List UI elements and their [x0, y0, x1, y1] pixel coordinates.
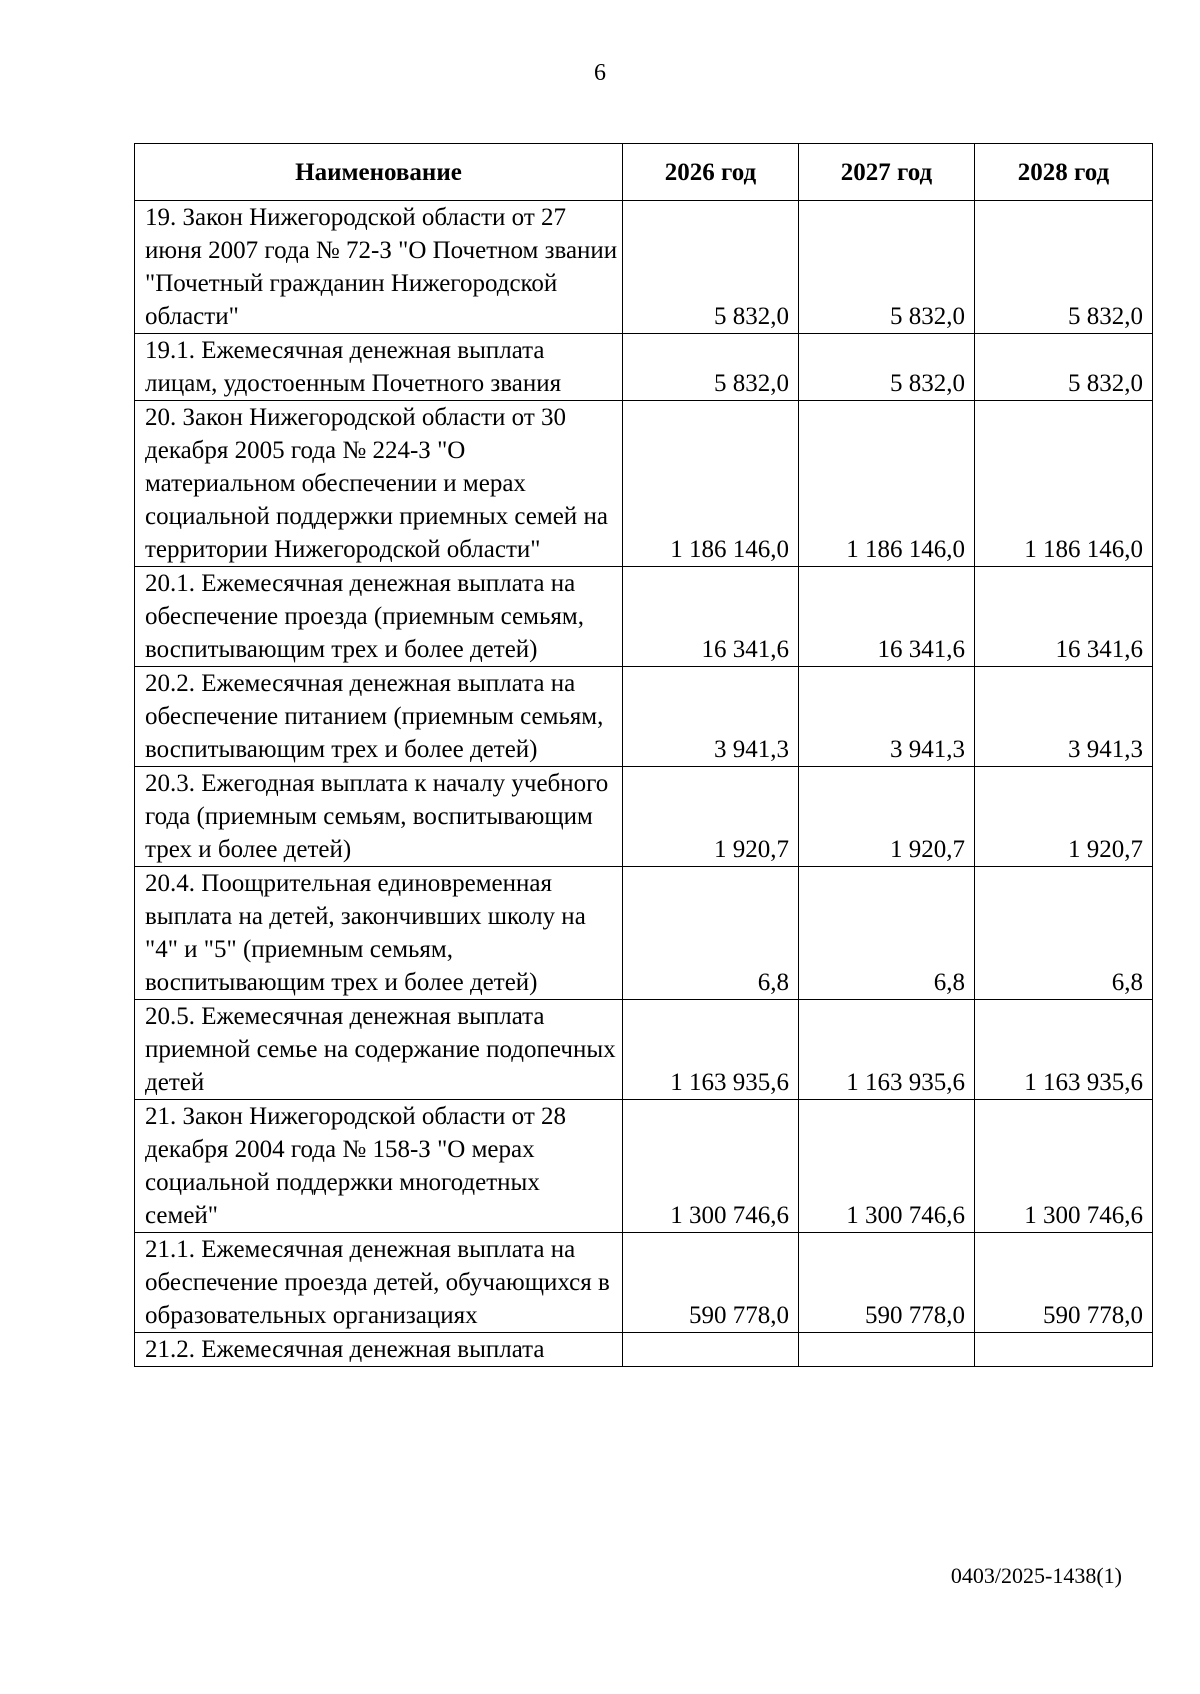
- row-name: 20.5. Ежемесячная денежная выплата приемной семье на содержание подопечных детей: [135, 1000, 623, 1100]
- value-2027: 16 341,6: [799, 567, 975, 667]
- row-name: 20. Закон Нижегородской области от 30 декабря 2005 года № 224-З "О материальном обеспечении и мерах социальной поддержки приемных семей на территории Нижегородской области": [135, 401, 623, 567]
- document-code: 0403/2025-1438(1): [950, 1563, 1122, 1588]
- value-2028: 5 832,0: [975, 201, 1153, 334]
- table-row: [135, 667, 1153, 767]
- table-row: [135, 867, 1153, 1000]
- value-2028: 5 832,0: [975, 334, 1153, 401]
- value-2028: 590 778,0: [975, 1233, 1153, 1333]
- value-2026: 16 341,6: [623, 567, 799, 667]
- header-name: Наименование: [135, 144, 623, 201]
- table-header-row: [135, 144, 1153, 201]
- header-2027: 2027 год: [799, 144, 975, 201]
- page-number: 6: [594, 60, 606, 86]
- value-2027: 6,8: [799, 867, 975, 1000]
- value-2026: 1 920,7: [623, 767, 799, 867]
- row-name: 21.2. Ежемесячная денежная выплата: [135, 1333, 623, 1367]
- value-2026: 3 941,3: [623, 667, 799, 767]
- table-row: [135, 1233, 1153, 1333]
- value-2027: 1 920,7: [799, 767, 975, 867]
- table-row: [135, 1100, 1153, 1233]
- table-row: [135, 401, 1153, 567]
- value-2026: 5 832,0: [623, 334, 799, 401]
- value-2026: 1 163 935,6: [623, 1000, 799, 1100]
- value-2028: 1 300 746,6: [975, 1100, 1153, 1233]
- value-2028: 6,8: [975, 867, 1153, 1000]
- header-2026: 2026 год: [623, 144, 799, 201]
- table-row: [135, 767, 1153, 867]
- table-row: [135, 334, 1153, 401]
- value-2026: 1 300 746,6: [623, 1100, 799, 1233]
- row-name: 20.2. Ежемесячная денежная выплата на обеспечение питанием (приемным семьям, воспитывающим трех и более детей): [135, 667, 623, 767]
- value-2027: 5 832,0: [799, 334, 975, 401]
- table-row: [135, 1000, 1153, 1100]
- value-2028: 1 163 935,6: [975, 1000, 1153, 1100]
- row-name: 20.3. Ежегодная выплата к началу учебного года (приемным семьям, воспитывающим трех и более детей): [135, 767, 623, 867]
- value-2028: 16 341,6: [975, 567, 1153, 667]
- value-2027: 1 186 146,0: [799, 401, 975, 567]
- row-name: 21.1. Ежемесячная денежная выплата на обеспечение проезда детей, обучающихся в образовательных организациях: [135, 1233, 623, 1333]
- value-2028: 1 920,7: [975, 767, 1153, 867]
- value-2026: 5 832,0: [623, 201, 799, 334]
- value-2027: 1 300 746,6: [799, 1100, 975, 1233]
- value-2027: [799, 1333, 975, 1367]
- row-name: 19. Закон Нижегородской области от 27 июня 2007 года № 72-З "О Почетном звании "Почетный гражданин Нижегородской области": [135, 201, 623, 334]
- value-2028: 1 186 146,0: [975, 401, 1153, 567]
- budget-table: [134, 143, 1153, 1367]
- value-2026: [623, 1333, 799, 1367]
- table-row: [135, 201, 1153, 334]
- row-name: 20.4. Поощрительная единовременная выплата на детей, закончивших школу на "4" и "5" (приемным семьям, воспитывающим трех и более детей): [135, 867, 623, 1000]
- value-2027: 5 832,0: [799, 201, 975, 334]
- value-2028: 3 941,3: [975, 667, 1153, 767]
- row-name: 19.1. Ежемесячная денежная выплата лицам, удостоенным Почетного звания: [135, 334, 623, 401]
- value-2026: 6,8: [623, 867, 799, 1000]
- row-name: 21. Закон Нижегородской области от 28 декабря 2004 года № 158-З "О мерах социальной поддержки многодетных семей": [135, 1100, 623, 1233]
- value-2028: [975, 1333, 1153, 1367]
- table-row: [135, 567, 1153, 667]
- row-name: 20.1. Ежемесячная денежная выплата на обеспечение проезда (приемным семьям, воспитывающим трех и более детей): [135, 567, 623, 667]
- value-2027: 1 163 935,6: [799, 1000, 975, 1100]
- value-2026: 1 186 146,0: [623, 401, 799, 567]
- value-2026: 590 778,0: [623, 1233, 799, 1333]
- value-2027: 3 941,3: [799, 667, 975, 767]
- table-row: [135, 1333, 1153, 1367]
- value-2027: 590 778,0: [799, 1233, 975, 1333]
- header-2028: 2028 год: [975, 144, 1153, 201]
